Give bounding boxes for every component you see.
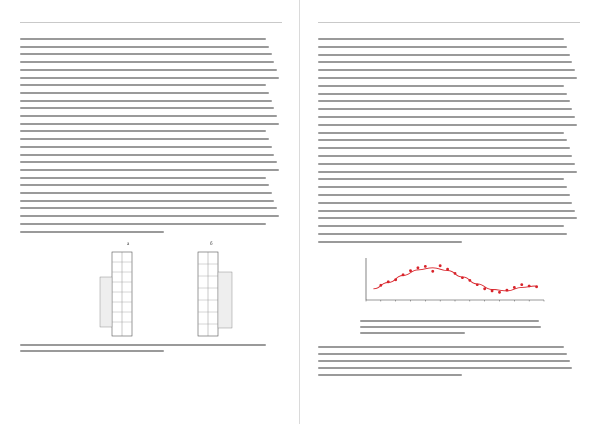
right-figure-caption — [360, 320, 550, 338]
text-line — [20, 207, 277, 209]
data-point — [528, 285, 531, 288]
text-line — [20, 344, 266, 346]
left-body-text — [20, 38, 282, 238]
data-point — [498, 291, 501, 294]
data-point — [379, 284, 382, 287]
text-line — [318, 46, 567, 48]
text-line — [20, 161, 277, 163]
text-line — [20, 146, 272, 148]
data-point — [483, 287, 486, 290]
chart-svg — [350, 254, 550, 308]
text-line — [20, 84, 266, 86]
text-line — [318, 155, 572, 157]
text-line — [20, 231, 164, 233]
text-line — [318, 374, 462, 376]
text-line — [318, 69, 575, 71]
data-point — [461, 276, 464, 279]
text-line — [318, 77, 577, 79]
text-line — [318, 100, 570, 102]
trend-curve — [373, 268, 536, 291]
text-line — [318, 194, 570, 196]
text-line — [318, 147, 570, 149]
data-point — [424, 265, 427, 268]
text-line — [20, 215, 279, 217]
text-line — [20, 123, 279, 125]
text-line — [318, 61, 572, 63]
text-line — [20, 130, 266, 132]
text-line — [20, 192, 272, 194]
data-point — [454, 272, 457, 275]
text-line — [318, 353, 567, 355]
panel-b — [198, 252, 232, 336]
text-line — [318, 225, 564, 227]
right-page — [300, 0, 600, 424]
text-line — [20, 184, 269, 186]
text-line — [318, 241, 462, 243]
text-line — [318, 124, 577, 126]
text-line — [318, 178, 564, 180]
data-point — [535, 285, 538, 288]
text-line — [318, 54, 570, 56]
text-line — [318, 346, 564, 348]
right-body-text — [318, 38, 580, 250]
panel-b-label: б — [210, 242, 213, 247]
text-line — [20, 154, 274, 156]
text-line — [318, 186, 567, 188]
data-point — [387, 280, 390, 283]
right-tail-text — [318, 346, 580, 382]
text-line — [20, 100, 272, 102]
text-line — [20, 69, 277, 71]
text-line — [318, 233, 567, 235]
text-line — [20, 46, 269, 48]
text-line — [318, 163, 575, 165]
data-point — [394, 278, 397, 281]
panel-a — [100, 252, 132, 336]
header-rule — [318, 22, 580, 23]
data-point — [417, 266, 420, 269]
text-line — [318, 202, 572, 204]
text-line — [318, 139, 567, 141]
text-line — [360, 320, 539, 322]
data-point — [491, 290, 494, 293]
text-line — [318, 132, 564, 134]
text-line — [318, 367, 572, 369]
text-line — [318, 108, 572, 110]
text-line — [360, 332, 465, 334]
text-line — [318, 85, 564, 87]
text-line — [318, 360, 570, 362]
text-line — [318, 116, 575, 118]
text-line — [360, 326, 541, 328]
data-point — [506, 289, 509, 292]
data-point — [446, 268, 449, 271]
text-line — [318, 217, 577, 219]
text-line — [20, 92, 269, 94]
data-point — [409, 269, 412, 272]
core-columns-svg — [70, 242, 260, 338]
data-point — [513, 286, 516, 289]
data-point — [520, 283, 523, 286]
text-line — [20, 138, 269, 140]
gas-content-chart — [350, 254, 550, 308]
data-point — [402, 273, 405, 276]
header-rule — [20, 22, 282, 23]
text-line — [318, 210, 575, 212]
text-line — [20, 115, 277, 117]
text-line — [20, 223, 266, 225]
data-point — [468, 279, 471, 282]
text-line — [20, 177, 266, 179]
data-point — [476, 283, 479, 286]
text-line — [20, 38, 266, 40]
text-line — [20, 200, 274, 202]
core-columns-figure — [70, 242, 260, 338]
text-line — [318, 38, 564, 40]
chart-axes — [366, 258, 544, 300]
panel-a-label: а — [127, 242, 130, 247]
text-line — [318, 93, 567, 95]
text-line — [318, 171, 577, 173]
data-point — [431, 270, 434, 273]
text-line — [20, 61, 274, 63]
text-line — [20, 169, 279, 171]
text-line — [20, 53, 272, 55]
left-figure-caption — [20, 344, 282, 358]
text-line — [20, 107, 274, 109]
text-line — [20, 77, 279, 79]
text-line — [20, 350, 164, 352]
data-point — [439, 264, 442, 267]
